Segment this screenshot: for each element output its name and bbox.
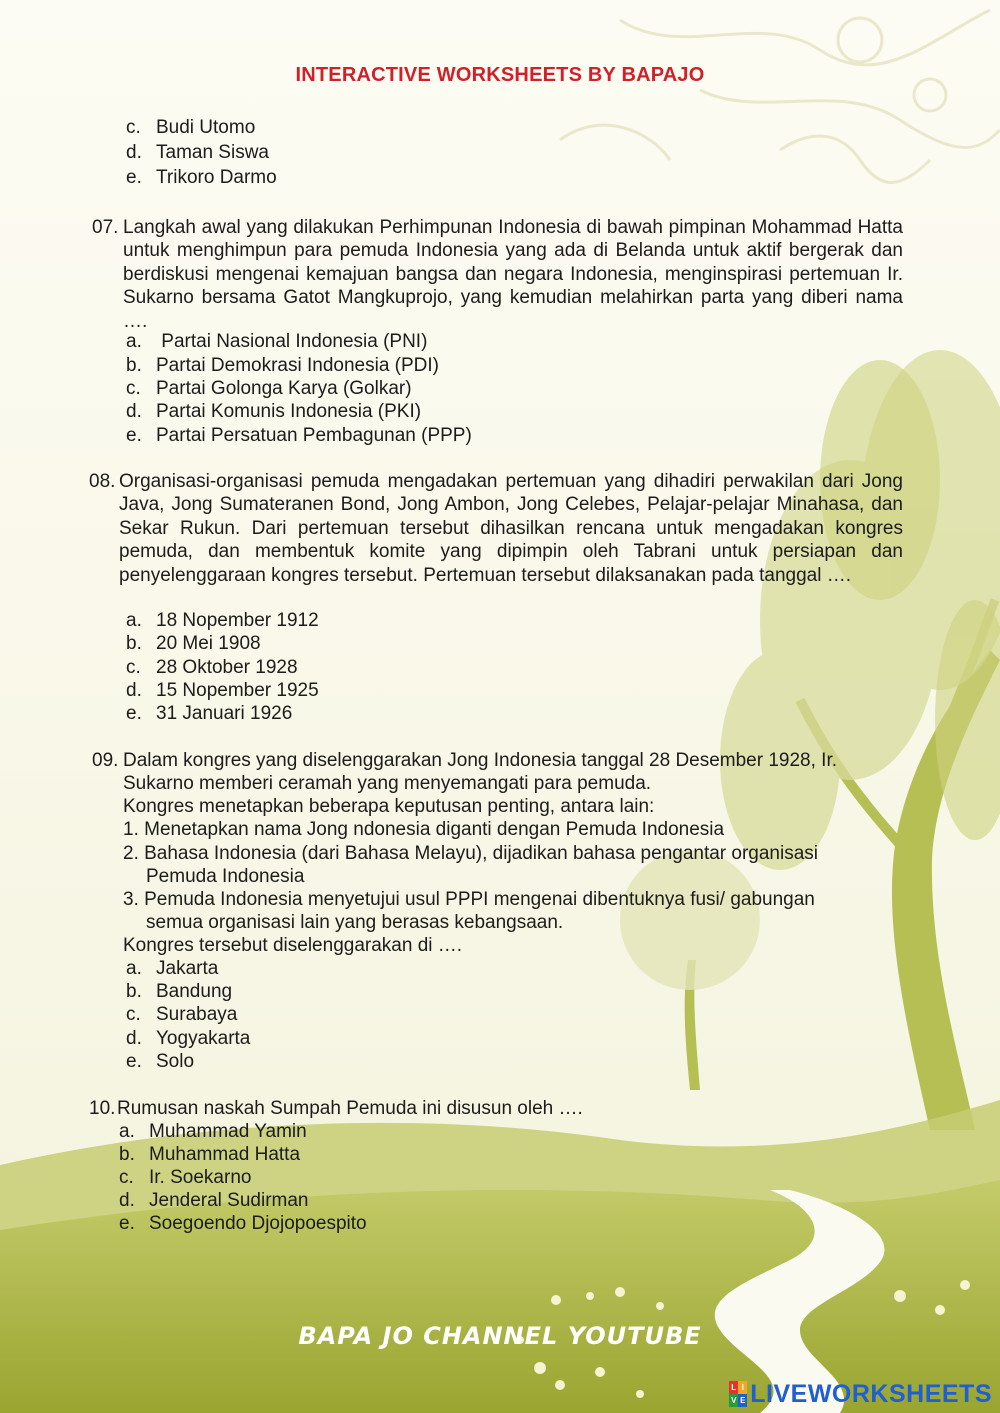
option-text: Budi Utomo (156, 117, 256, 138)
question-number-08: 08. (89, 471, 116, 492)
logo-mark-letter: L (729, 1381, 738, 1394)
option-letter: a. (126, 331, 142, 352)
option-q08-b[interactable] (126, 632, 261, 655)
page-title: INTERACTIVE WORKSHEETS BY BAPAJO (295, 64, 705, 86)
question-text-07: Langkah awal yang dilakukan Perhimpunan Indonesia di bawah pimpinan Mohammad Hatta untuk menghimpun para pemuda Indonesia yang ada di Belanda untuk aktif bergerak dan berdiskusi mengenai kemajuan bangsa dan negara Indonesia, menginspirasi pertemuan Ir. Sukarno bersama Gatot Mangkuprojo, yang kemudian melahirkan parta yang diberi nama …. (123, 217, 903, 332)
option-q10-b[interactable] (119, 1143, 300, 1166)
liveworksheets-wordmark: LIVEWORKSHEETS (750, 1379, 992, 1408)
option-text: Partai Demokrasi Indonesia (PDI) (156, 355, 439, 376)
option-text: Ir. Soekarno (149, 1167, 252, 1188)
option-q09-a[interactable] (126, 957, 218, 980)
option-letter: e. (126, 703, 142, 724)
option-text: 15 Nopember 1925 (156, 680, 319, 701)
option-letter: e. (126, 425, 142, 446)
option-letter: d. (126, 401, 142, 422)
logo-mark-letter: V (731, 1396, 737, 1405)
option-text: 31 Januari 1926 (156, 703, 293, 724)
option-q07-d[interactable] (126, 400, 421, 423)
option-q09-b[interactable] (126, 980, 232, 1003)
option-text: Muhammad Yamin (149, 1121, 307, 1142)
option-letter: d. (126, 1028, 142, 1049)
logo-mark-letter: E (740, 1396, 746, 1405)
question-text-09-line: Pemuda Indonesia (146, 866, 305, 887)
liveworksheets-mark-icon (729, 1381, 747, 1407)
option-letter: d. (119, 1190, 135, 1211)
option-letter: e. (126, 1051, 142, 1072)
question-text-09-line: 1. Menetapkan nama Jong ndonesia diganti dengan Pemuda Indonesia (123, 819, 725, 840)
option-q06-d[interactable] (126, 141, 269, 164)
option-text: 20 Mei 1908 (156, 633, 261, 654)
option-text: Bandung (156, 981, 233, 1002)
option-q10-d[interactable] (119, 1189, 308, 1212)
question-text-09-line: Dalam kongres yang diselenggarakan Jong Indonesia tanggal 28 Desember 1928, Ir. (123, 750, 838, 771)
option-q07-b[interactable] (126, 354, 439, 377)
option-letter: b. (126, 633, 142, 654)
option-text: Trikoro Darmo (156, 167, 277, 188)
option-letter: c. (126, 1004, 141, 1025)
option-text: 28 Oktober 1928 (156, 657, 298, 678)
question-text-09-line: semua organisasi lain yang berasas kebangsaan. (146, 912, 564, 933)
option-q09-d[interactable] (126, 1027, 250, 1050)
option-q08-e[interactable] (126, 702, 292, 725)
option-text: Partai Golonga Karya (Golkar) (156, 378, 412, 399)
liveworksheets-logo[interactable] (729, 1380, 992, 1408)
option-letter: a. (119, 1121, 135, 1142)
option-letter: b. (126, 981, 142, 1002)
option-letter: a. (126, 958, 142, 979)
option-letter: b. (119, 1144, 135, 1165)
option-letter: e. (126, 167, 142, 188)
option-q09-c[interactable] (126, 1003, 237, 1026)
question-text-09-line: Sukarno memberi ceramah yang menyemangati para pemuda. (123, 773, 652, 794)
option-q06-c[interactable] (126, 116, 255, 139)
option-text: 18 Nopember 1912 (156, 610, 319, 631)
option-q10-c[interactable] (119, 1166, 251, 1189)
option-q10-e[interactable] (119, 1212, 367, 1235)
option-letter: c. (126, 378, 141, 399)
option-text: Muhammad Hatta (149, 1144, 301, 1165)
question-text-10: Rumusan naskah Sumpah Pemuda ini disusun oleh …. (117, 1098, 583, 1119)
question-text-08: Organisasi-organisasi pemuda mengadakan pertemuan yang dihadiri perwakilan dari Jong Java, Jong Sumateranen Bond, Jong Ambon, Jong Celebes, Pelajar-pelajar Minahasa, dan Sekar Rukun. Dari pertemuan tersebut dihasilkan rencana untuk mengadakan kongres pemuda, dan membentuk komite yang dipimpin oleh Tabrani untuk persiapan dan penyelenggaraan kongres tersebut. Pertemuan tersebut dilaksanakan pada tanggal …. (119, 471, 903, 586)
option-q07-e[interactable] (126, 424, 472, 447)
question-text-09-line: 3. Pemuda Indonesia menyetujui usul PPPI mengenai dibentuknya fusi/ gabungan (123, 889, 815, 910)
option-letter: d. (126, 142, 142, 163)
question-text-09-line: 2. Bahasa Indonesia (dari Bahasa Melayu), dijadikan bahasa pengantar organisasi (123, 843, 819, 864)
option-text: Jenderal Sudirman (149, 1190, 309, 1211)
option-text: Solo (156, 1051, 195, 1072)
option-text: Partai Persatuan Pembagunan (PPP) (156, 425, 472, 446)
question-number-09: 09. (92, 750, 119, 771)
question-text-09-line: Kongres menetapkan beberapa keputusan penting, antara lain: (123, 796, 655, 817)
option-letter: c. (126, 117, 141, 138)
option-text: Surabaya (156, 1004, 238, 1025)
option-letter: c. (119, 1167, 134, 1188)
option-text: Partai Nasional Indonesia (PNI) (156, 331, 428, 352)
channel-caption: BAPA JO CHANNEL YOUTUBE (298, 1322, 702, 1350)
option-q06-e[interactable] (126, 166, 277, 189)
option-letter: b. (126, 355, 142, 376)
question-number-10: 10. (89, 1098, 116, 1119)
option-q09-e[interactable] (126, 1050, 194, 1073)
question-text-09-line: Kongres tersebut diselenggarakan di …. (123, 935, 463, 956)
option-q08-c[interactable] (126, 656, 298, 679)
question-number-07: 07. (92, 217, 119, 238)
option-q08-d[interactable] (126, 679, 319, 702)
option-letter: c. (126, 657, 141, 678)
option-text: Soegoendo Djojopoespito (149, 1213, 367, 1234)
option-text: Taman Siswa (156, 142, 269, 163)
option-letter: d. (126, 680, 142, 701)
option-q10-a[interactable] (119, 1120, 307, 1143)
option-q07-c[interactable] (126, 377, 412, 400)
logo-mark-letter: I (738, 1381, 747, 1394)
option-q08-a[interactable] (126, 609, 319, 632)
option-letter: e. (119, 1213, 135, 1234)
option-q07-a[interactable] (126, 330, 427, 353)
option-text: Yogyakarta (156, 1028, 251, 1049)
option-text: Jakarta (156, 958, 219, 979)
option-text: Partai Komunis Indonesia (PKI) (156, 401, 422, 422)
option-letter: a. (126, 610, 142, 631)
